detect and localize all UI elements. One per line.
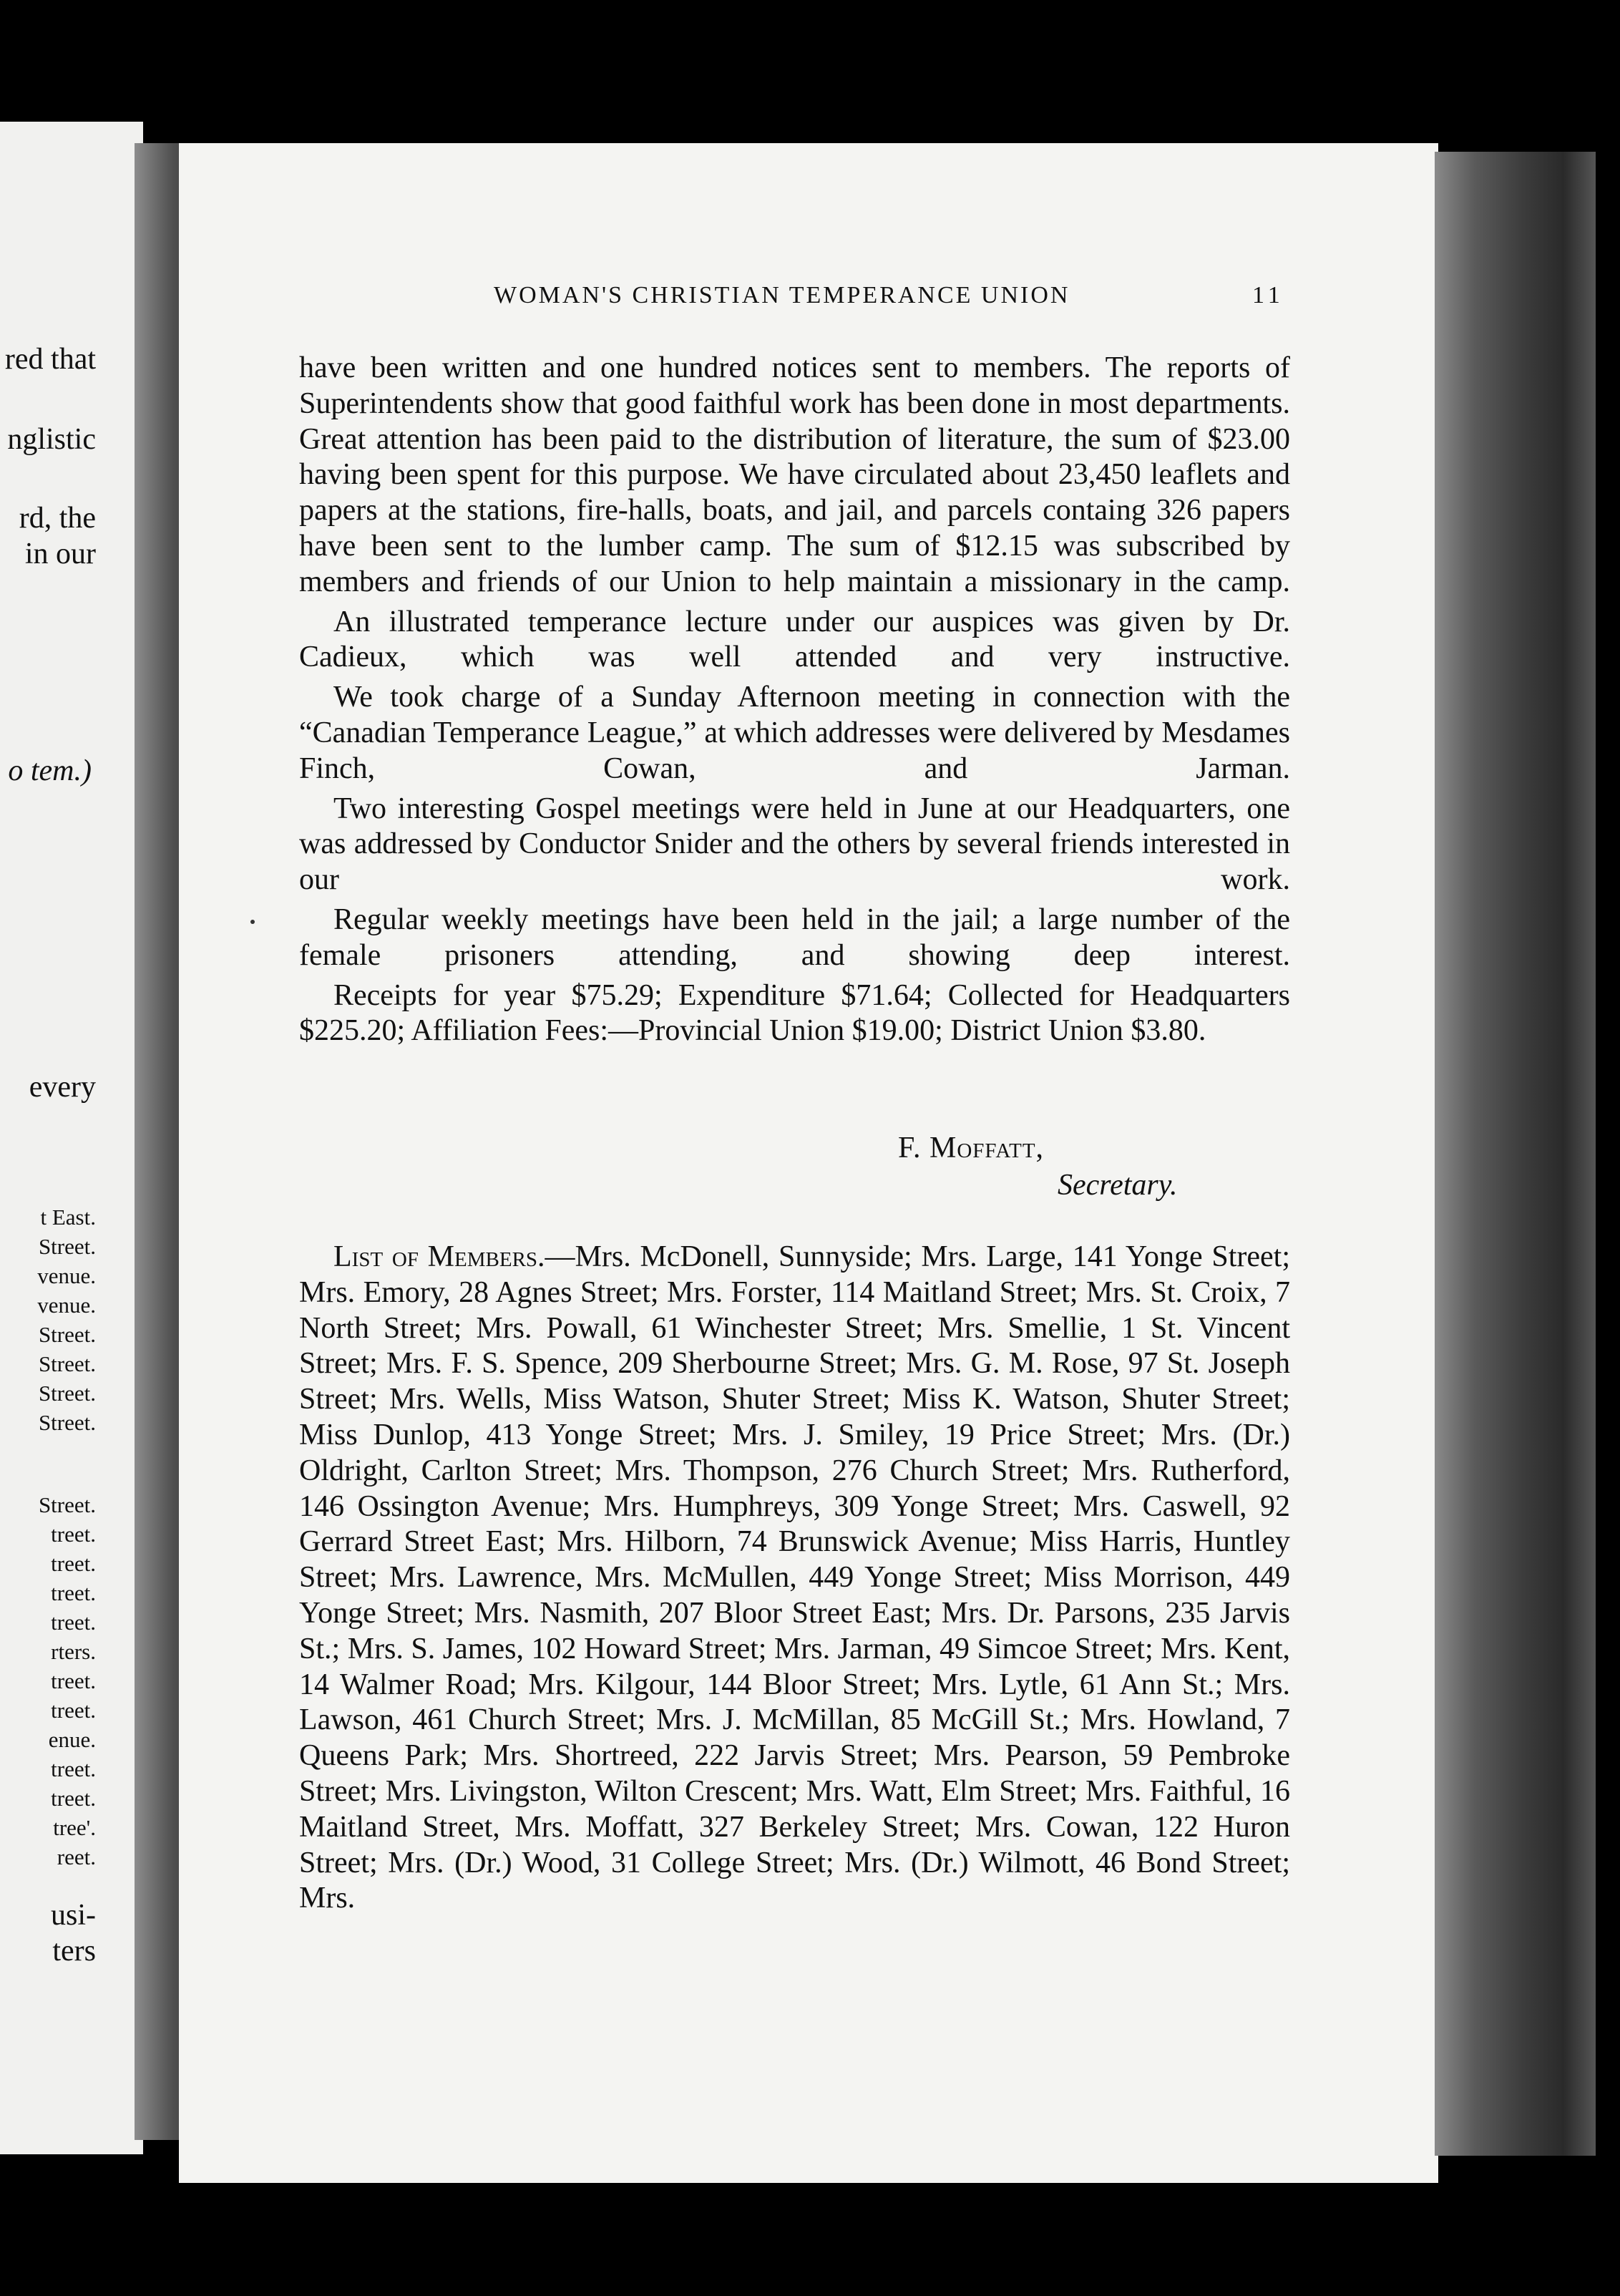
left-fragment: tree'. xyxy=(53,1815,96,1840)
left-fragment: red that xyxy=(4,343,96,376)
left-fragment: treet. xyxy=(51,1668,96,1693)
paragraph: We took charge of a Sunday Afternoon meeting in connection with the “Canadian Temperance League,” at which addresses were delivered by Mesdames Finch, Cowan, and Jarman. xyxy=(299,681,1290,785)
left-fragment: t East. xyxy=(40,1205,96,1230)
member-list-text: Mrs. McDonell, Sunnyside; Mrs. Large, 141 Yonge Street; Mrs. Emory, 28 Agnes Street; Mrs. Forster, 114 Maitland Street; Mrs. St. Croix, 7 North Street; Mrs. Powall, 61 Winchester Street; Mrs. Smellie, 1 St. Vincent Street; Mrs. F. S. Spence, 209 Sherbourne Street; Mrs. G. M. Rose, 97 St. Joseph Street; Mrs. Wells, Miss Watson, Shuter Street; Miss K. Watson, Shuter Street; Miss Dunlop, 413 Yonge Street; Mrs. J. Smiley, 19 Price Street; Mrs. (Dr.) Oldright, Carlton Street; Mrs. Thompson, 276 Church Street; Mrs. Rutherford, 146 Ossington Avenue; Mrs. Humphreys, 309 Yonge Street; Mrs. Caswell, 92 Gerrard Street East; Mrs. Hilborn, 74 Brunswick Avenue; Miss Harris, Huntley Street; Mrs. Lawrence, Mrs. McMullen, 449 Yonge Street; Miss Morrison, 449 Yonge Street; Mrs. Nasmith, 207 Bloor Street East; Mrs. Dr. Parsons, 235 Jarvis St.; Mrs. S. James, 102 Howard Street; Mrs. Jarman, 49 Simcoe Street; Mrs. Kent, 14 Walmer Road; Mrs. Kilgour, 144 Bloor Street; Mrs. Lytle, 61 Ann St.; Mrs. Lawson, 461 Church Street; Mrs. J. McMillan, 85 McGill St.; Mrs. Howland, 7 Queens Park; Mrs. Shortreed, 222 Jarvis Street; Mrs. Pearson, 59 Pembroke Street; Mrs. Livingston, Wilton Crescent; Mrs. Watt, Elm Street; Mrs. Faithful, 16 Maitland Street, Mrs. Moffatt, 327 Berkeley Street; Mrs. Cowan, 122 Huron Street; Mrs. (Dr.) Wood, 31 College Street; Mrs. (Dr.) Wilmott, 46 Bond Street; Mrs. xyxy=(299,1240,1290,1915)
paragraph: Regular weekly meetings have been held in the jail; a large number of the female prisoners attending, and showing deep interest. xyxy=(299,903,1290,972)
running-header: WOMAN'S CHRISTIAN TEMPERANCE UNION xyxy=(494,282,1070,308)
margin-mark xyxy=(250,920,255,924)
left-fragment: Street. xyxy=(38,1410,96,1435)
paragraph: Two interesting Gospel meetings were held in June at our Headquarters, one was addressed by Conductor Snider and the others by several friends interested in our work. xyxy=(299,792,1290,897)
left-fragment: treet. xyxy=(51,1522,96,1547)
page-number: 11 xyxy=(1252,282,1284,308)
signature-name: F. Moffatt, xyxy=(898,1132,1045,1164)
member-list-heading: List of Members.— xyxy=(333,1240,575,1273)
paragraph: have been written and one hundred notices sent to members. The reports of Superintendents show that good faithful work has been done in most departments. Great attention has been paid to the distribution of literature, the sum of $23.00 having been spent for this purpose. We have circulated about 23,450 leaflets and papers at the stations, fire-halls, boats, and jail, and parcels containg 326 papers have been sent to the lumber camp. The sum of $12.15 was subscribed by members and friends of our Union to help maintain a missionary in the camp. xyxy=(299,351,1290,598)
left-fragment: Street. xyxy=(38,1234,96,1259)
left-fragment: Street. xyxy=(38,1322,96,1347)
left-fragment: Street. xyxy=(38,1381,96,1406)
left-fragment: nglistic xyxy=(7,423,96,456)
left-fragment: rd, the xyxy=(19,502,96,535)
left-fragment: treet. xyxy=(51,1698,96,1723)
left-fragment: treet. xyxy=(51,1756,96,1781)
page-edge xyxy=(1435,152,1596,2156)
left-fragment: Street. xyxy=(38,1492,96,1517)
member-list-paragraph xyxy=(299,1240,1290,1917)
left-fragment: treet. xyxy=(51,1610,96,1635)
left-fragment: treet. xyxy=(51,1786,96,1811)
left-fragment: reet. xyxy=(57,1844,96,1869)
report-body xyxy=(299,351,1290,1049)
left-page-text xyxy=(0,0,136,2296)
left-fragment: venue. xyxy=(37,1263,96,1288)
left-fragment: venue. xyxy=(37,1293,96,1318)
left-fragment: Street. xyxy=(38,1351,96,1376)
left-fragment: in our xyxy=(24,537,96,570)
left-fragment: o tem.) xyxy=(8,754,92,787)
left-fragment: ters xyxy=(52,1935,96,1967)
left-fragment: usi- xyxy=(51,1899,96,1932)
left-fragment: every xyxy=(29,1071,96,1104)
left-fragment: rters. xyxy=(51,1639,96,1664)
left-fragment: treet. xyxy=(51,1580,96,1605)
left-fragment: enue. xyxy=(48,1727,96,1752)
left-fragment: treet. xyxy=(51,1551,96,1576)
paragraph: Receipts for year $75.29; Expenditure $71.64; Collected for Headquarters $225.20; Affiliation Fees:—Provincial Union $19.00; District Union $3.80. xyxy=(299,978,1290,1048)
signature-title: Secretary. xyxy=(1058,1169,1178,1202)
paragraph: An illustrated temperance lecture under our auspices was given by Dr. Cadieux, which was well attended and very instructive. xyxy=(299,605,1290,674)
member-list xyxy=(299,1240,1290,1917)
